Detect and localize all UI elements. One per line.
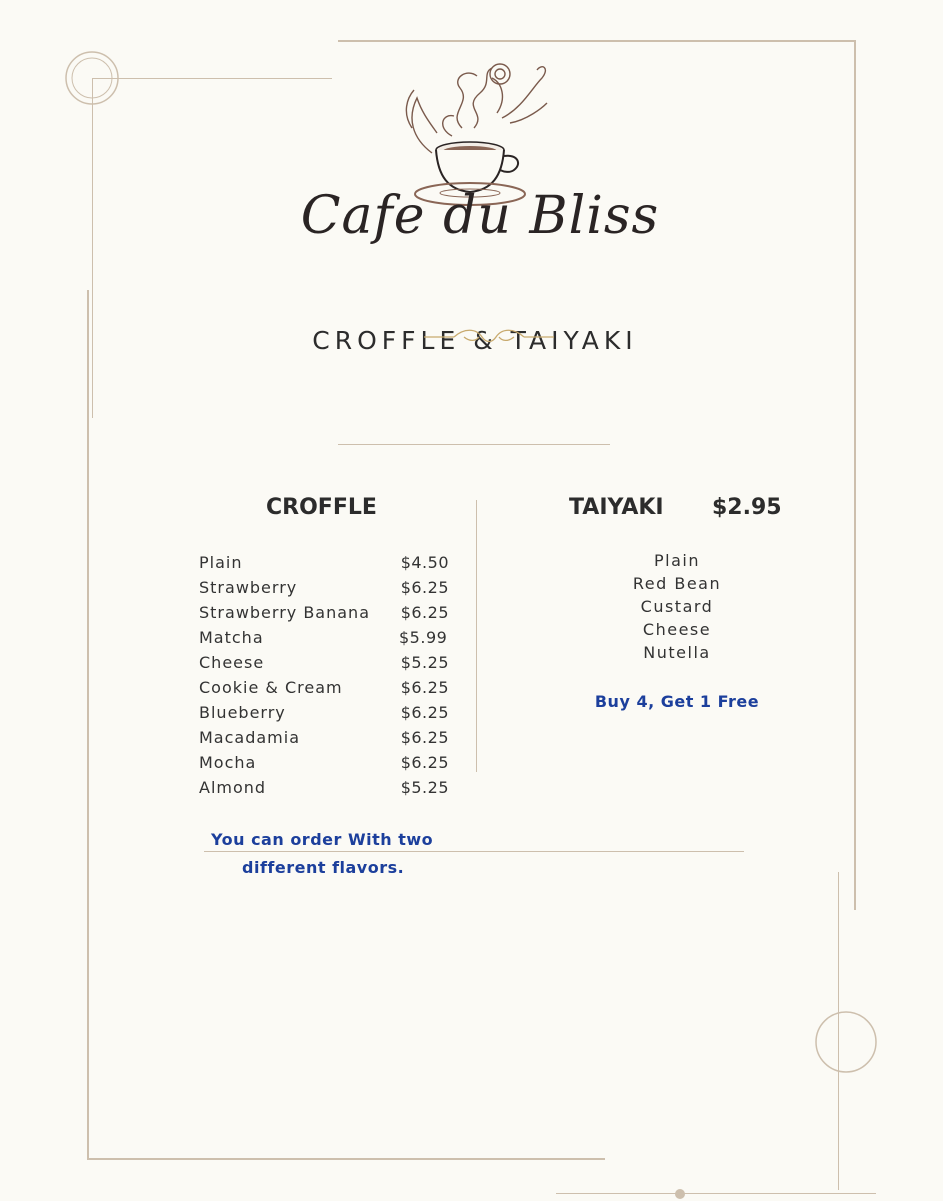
column-divider: [476, 500, 477, 772]
frame-dot: [673, 1187, 687, 1201]
item-name: Almond: [199, 778, 267, 797]
item-name: Macadamia: [199, 728, 301, 747]
page-title: CROFFLE & TAIYAKI: [312, 326, 638, 355]
list-item: Cheese: [642, 620, 712, 639]
item-price: $4.50: [400, 553, 449, 572]
taiyaki-section-title: TAIYAKI: [569, 495, 664, 520]
list-item: [199, 553, 459, 578]
item-price: $6.25: [400, 728, 449, 747]
corner-ornament-top-left: [62, 50, 122, 110]
list-item: [199, 703, 459, 728]
croffle-note-line1: You can order With two: [211, 830, 434, 849]
item-name: Matcha: [199, 628, 264, 647]
list-item: Nutella: [643, 643, 711, 662]
corner-ornament-bottom-right: [812, 1008, 882, 1078]
item-price: $6.25: [400, 678, 449, 697]
list-item: Plain: [654, 551, 700, 570]
item-price: $6.25: [400, 578, 449, 597]
note-underline: [204, 851, 744, 852]
item-name: Strawberry: [199, 578, 298, 597]
list-item: [199, 578, 459, 603]
list-item: [199, 653, 459, 678]
list-item: [199, 678, 459, 703]
croffle-note-line2: different flavors.: [242, 858, 405, 877]
title-flourish-icon: [424, 326, 554, 348]
item-price: $6.25: [400, 703, 449, 722]
item-name: Cheese: [199, 653, 265, 672]
item-price: $6.25: [400, 753, 449, 772]
item-name: Blueberry: [199, 703, 286, 722]
item-name: Strawberry Banana: [199, 603, 370, 622]
item-price: $5.25: [400, 653, 449, 672]
list-item: Custard: [640, 597, 714, 616]
list-item: [199, 628, 459, 653]
croffle-menu-list: [199, 553, 459, 803]
list-item: [199, 778, 459, 803]
item-price: $5.25: [400, 778, 449, 797]
item-name: Plain: [199, 553, 243, 572]
brand-logo-text: Cafe du Bliss: [300, 186, 660, 246]
item-price: $6.25: [400, 603, 449, 622]
list-item: [199, 603, 459, 628]
list-item: [199, 728, 459, 753]
croffle-section-title: CROFFLE: [266, 495, 377, 520]
list-item: Red Bean: [632, 574, 722, 593]
item-price: $5.99: [399, 628, 448, 647]
taiyaki-promo: Buy 4, Get 1 Free: [594, 692, 760, 711]
item-name: Cookie & Cream: [199, 678, 343, 697]
taiyaki-price: $2.95: [712, 495, 782, 520]
item-name: Mocha: [199, 753, 257, 772]
list-item: [199, 753, 459, 778]
taiyaki-flavor-list: [577, 551, 777, 666]
